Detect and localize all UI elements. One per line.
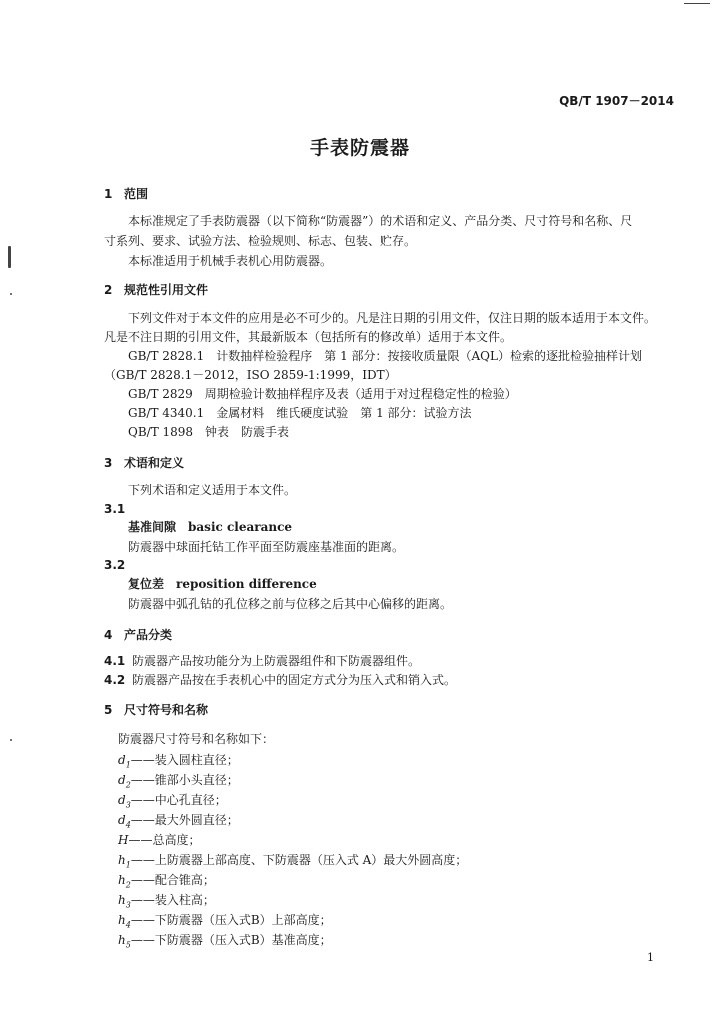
symbol-row — [118, 791, 227, 809]
clause-text: 防震器产品按功能分为上防震器组件和下防震器组件。 — [132, 654, 421, 668]
symbol-description: ——下防震器（压入式B）上部高度； — [130, 913, 332, 927]
symbol-description: ——上防震器上部高度、下防震器（压入式 A）最大外圆高度； — [130, 853, 468, 867]
section-title: 尺寸符号和名称 — [124, 703, 209, 717]
symbol-row — [118, 811, 239, 829]
symbol-description: ——总高度； — [128, 833, 201, 847]
term-entry — [128, 519, 292, 535]
clause-item — [104, 653, 420, 669]
term-number: 3.2 — [104, 558, 126, 572]
symbol: H — [118, 833, 129, 847]
section-number: 2 — [104, 283, 113, 297]
section-number: 4 — [104, 628, 113, 642]
symbol: $h_4$ — [118, 913, 131, 930]
paragraph: 下列文件对于本文件的应用是必不可少的。凡是注日期的引用文件，仅注日期的版本适用于本文件。 — [128, 311, 657, 325]
symbol: $h_2$ — [118, 873, 131, 890]
clause-text: 防震器产品按在手表机心中的固定方式分为压入式和销入式。 — [132, 673, 457, 687]
term-english: reposition difference — [176, 577, 317, 591]
reference-item: GB/T 4340.1 金属材料 维氏硬度试验 第 1 部分：试验方法 — [128, 406, 472, 420]
symbol-description: ——锥部小头直径； — [130, 773, 239, 787]
term-number: 3.1 — [104, 502, 126, 516]
symbol: $h_1$ — [118, 853, 131, 870]
symbol-description: ——装入柱高； — [130, 893, 215, 907]
symbol-description: ——下防震器（压入式B）基准高度； — [130, 933, 332, 947]
clause-number: 4.1 — [104, 654, 126, 668]
symbol: $d_1$ — [118, 753, 131, 770]
scan-artifact — [684, 3, 710, 4]
term-chinese: 复位差 — [128, 577, 165, 591]
reference-item: （GB/T 2828.1－2012，ISO 2859-1:1999，IDT） — [104, 368, 397, 382]
symbol-description: ——装入圆柱直径； — [130, 753, 239, 767]
symbol-row — [118, 871, 215, 889]
symbol-row — [118, 771, 239, 789]
symbol-row — [118, 911, 332, 929]
page-number: 1 — [647, 951, 654, 964]
symbol-row — [118, 931, 332, 949]
symbol-row — [118, 891, 215, 909]
page-title: 手表防震器 — [309, 137, 410, 159]
term-definition: 防震器中球面托钻工作平面至防震座基准面的距离。 — [128, 540, 405, 554]
symbol-description: ——最大外圆直径； — [130, 813, 239, 827]
symbol-description: ——中心孔直径； — [130, 793, 227, 807]
symbol-row — [118, 751, 239, 769]
section-5-heading — [104, 701, 208, 718]
term-entry — [128, 576, 317, 592]
term-chinese: 基准间隙 — [128, 520, 177, 534]
symbol: $d_3$ — [118, 793, 131, 810]
symbol: $d_2$ — [118, 773, 131, 790]
section-3-heading — [104, 454, 184, 471]
symbol: $h_5$ — [118, 933, 131, 950]
section-title: 规范性引用文件 — [124, 283, 209, 297]
symbol-row — [118, 851, 467, 869]
clause-number: 4.2 — [104, 673, 126, 687]
section-title: 术语和定义 — [124, 456, 185, 470]
symbol-row — [118, 831, 200, 849]
standard-code: QB/T 1907－2014 — [559, 94, 674, 108]
clause-item — [104, 672, 456, 688]
section-title: 产品分类 — [124, 628, 173, 642]
scan-artifact — [10, 739, 12, 741]
reference-item: QB/T 1898 钟表 防震手表 — [128, 425, 290, 439]
symbol: $h_3$ — [118, 893, 131, 910]
section-4-heading — [104, 626, 172, 643]
section-1-heading — [104, 185, 148, 202]
term-english: basic clearance — [188, 520, 293, 534]
scan-artifact — [10, 293, 12, 295]
scan-artifact — [8, 246, 11, 268]
paragraph: 寸系列、要求、试验方法、检验规则、标志、包装、贮存。 — [104, 234, 417, 248]
paragraph: 本标准规定了手表防震器（以下简称“防震器”）的术语和定义、产品分类、尺寸符号和名称、尺 — [128, 214, 633, 228]
section-number: 1 — [104, 187, 113, 201]
term-definition: 防震器中弧孔钻的孔位移之前与位移之后其中心偏移的距离。 — [128, 597, 453, 611]
paragraph: 防震器尺寸符号和名称如下： — [118, 732, 275, 746]
reference-item: GB/T 2828.1 计数抽样检验程序 第 1 部分：按接收质量限（AQL）检索的逐批检验抽样计划 — [128, 349, 642, 363]
paragraph: 凡是不注日期的引用文件，其最新版本（包括所有的修改单）适用于本文件。 — [104, 330, 513, 344]
paragraph: 本标准适用于机械手表机心用防震器。 — [128, 254, 333, 268]
paragraph: 下列术语和定义适用于本文件。 — [128, 483, 297, 497]
reference-item: GB/T 2829 周期检验计数抽样程序及表（适用于对过程稳定性的检验） — [128, 387, 517, 401]
section-number: 5 — [104, 703, 113, 717]
section-2-heading — [104, 281, 208, 298]
symbol-description: ——配合锥高； — [130, 873, 215, 887]
symbol: $d_4$ — [118, 813, 131, 830]
section-number: 3 — [104, 456, 113, 470]
section-title: 范围 — [124, 187, 149, 201]
